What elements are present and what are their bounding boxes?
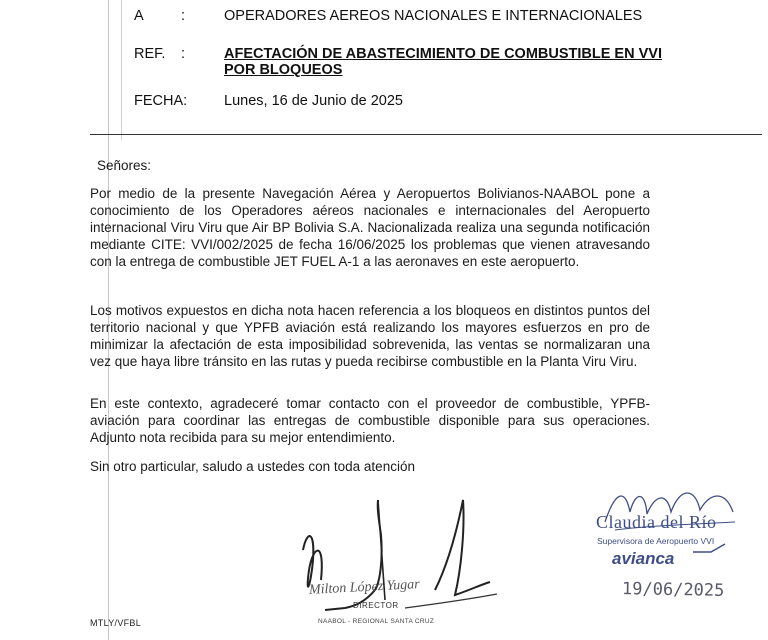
- to-label: A: [134, 8, 144, 24]
- date-value: Lunes, 16 de Junio de 2025: [224, 93, 403, 109]
- supervisor-role: Supervisora de Aeropuerto VVI: [597, 536, 715, 546]
- ref-label: REF.: [134, 46, 166, 62]
- ref-subject: [224, 46, 662, 78]
- header-divider: [90, 134, 762, 135]
- director-title: DIRECTOR: [353, 601, 399, 610]
- fold-margin-line-secondary: [121, 0, 122, 140]
- salutation: Señores:: [97, 158, 152, 173]
- to-value: OPERADORES AEREOS NACIONALES E INTERNACIONALES: [224, 8, 643, 24]
- paragraph-3: En este contexto, agradeceré tomar contacto con el proveedor de combustible, YPFB-aviación para coordinar las entregas de combustible disponible para sus operaciones. Adjunto nota recibida para su mejor entendimiento.: [90, 396, 650, 445]
- ref-colon: :: [181, 46, 186, 62]
- ref-subject-line1: AFECTACIÓN DE ABASTECIMIENTO DE COMBUSTIBLE EN VVI: [224, 46, 662, 62]
- handwritten-date: 19/06/2025: [621, 579, 725, 601]
- director-name-stamp: Milton López Yugar: [308, 577, 421, 598]
- footer-reference-code: MTLY/VFBL: [90, 618, 142, 628]
- ref-subject-line2: POR BLOQUEOS: [224, 62, 343, 78]
- paragraph-1: Por medio de la presente Navegación Aérea y Aeropuertos Bolivianos-NAABOL pone a conocimiento de los Operadores aéreos nacionales e internacionales del Aeropuerto internacional Viru Viru que Air BP Bolivia S.A. Nacionalizada realiza una segunda notificación mediante CITE: VVI/002/2025 de fecha 16/06/2025 los problemas que vienen atravesando con la entrega de combustible JET FUEL A-1 a las aeronaves en este aeropuerto.: [90, 186, 650, 269]
- supervisor-name-stamp: Claudia del Río: [596, 512, 717, 532]
- closing-line: Sin otro particular, saludo a ustedes con toda atención: [90, 459, 415, 474]
- date-label: FECHA:: [134, 93, 188, 109]
- avianca-logo: avianca: [612, 549, 675, 568]
- to-colon: :: [181, 8, 186, 24]
- paragraph-2: Los motivos expuestos en dicha nota hacen referencia a los bloqueos en distintos puntos del territorio nacional y que YPFB aviación está realizando los mayores esfuerzos en pro de minimizar la afectación de esta imposibilidad sobrevenida, las ventas se normalizaran una vez que haya libre tránsito en las rutas y pueda recibirse combustible en la Planta Viru Viru.: [90, 303, 650, 369]
- director-office: NAABOL - REGIONAL SANTA CRUZ: [318, 618, 435, 625]
